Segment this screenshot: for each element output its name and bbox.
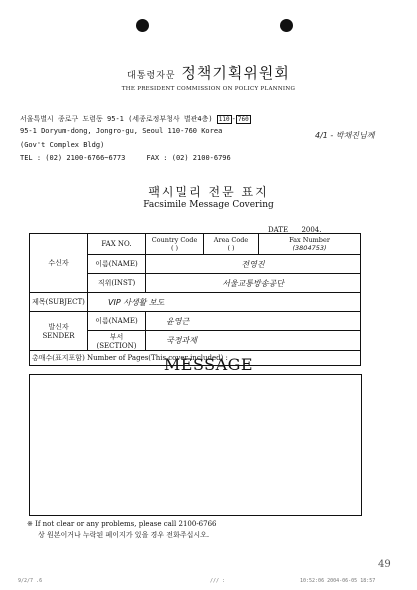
punch-hole-left <box>136 19 149 32</box>
contact-line <box>20 154 231 162</box>
message-title: MESSAGE <box>163 355 254 374</box>
sender-label-en: SENDER <box>42 332 75 341</box>
country-code-label: Country Code <box>151 236 198 245</box>
message-box <box>29 374 362 516</box>
area-code-cell <box>204 234 259 255</box>
fax-footer-right: 10:52:06 2004-06-05 18:57 <box>300 578 376 584</box>
date-label: DATE <box>268 226 289 234</box>
sender-name-label: 이름(NAME) <box>88 312 146 331</box>
postal-code-1: 110 <box>218 116 230 123</box>
fax-no-label: FAX NO. <box>88 234 146 255</box>
org-prefix: 대통령자문 <box>127 71 176 81</box>
address-building: (Gov't Complex Bldg) <box>20 141 105 149</box>
phone-number: TEL : (02) 2100-6766~6773 <box>20 154 126 162</box>
fax-footer-left: 9/2/7 .6 <box>18 578 43 584</box>
punch-hole-right <box>280 19 293 32</box>
cover-title-english: Facsimile Message Covering <box>143 200 274 210</box>
fax-number-label: Fax Number <box>289 236 330 245</box>
handwritten-note: 4/1 - 박채진님께 <box>315 131 375 140</box>
subject-value: VIP 사생활 보도 <box>88 293 361 312</box>
organization-name <box>0 62 417 83</box>
date-value: 2004. <box>301 226 322 234</box>
address-korean: 서울특별시 종로구 도렴동 95-1 (세종로정부청사 별관4층) 110 - 760 <box>20 115 249 123</box>
footer-note-english: ※ If not clear or any problems, please call 2100-6766 <box>27 520 217 528</box>
organization-english: THE PRESIDENT COMMISSION ON POLICY PLANNING <box>121 86 296 92</box>
recipient-label: 수신자 <box>30 234 88 293</box>
postal-code-2: 760 <box>237 116 249 123</box>
sender-label <box>30 312 88 351</box>
recipient-name-value: 전영진 <box>146 255 361 274</box>
recipient-inst-value: 서울교통방송공단 <box>146 274 361 293</box>
sender-name-value: 윤영근 <box>146 312 361 331</box>
inst-label: 직위(INST) <box>88 274 146 293</box>
area-code-value: ( ) <box>227 244 235 253</box>
page-number: 49 <box>378 559 391 570</box>
fax-footer-mid: /// : <box>210 578 226 584</box>
section-label: 부서(SECTION) <box>88 331 146 351</box>
area-code-label: Area Code <box>213 236 249 245</box>
subject-label: 제목(SUBJECT) <box>30 293 88 312</box>
cover-title-korean: 팩시밀리 전문 표지 <box>148 185 269 199</box>
org-title: 정책기획위원회 <box>181 64 290 82</box>
country-code-cell <box>146 234 204 255</box>
address-english: 95-1 Doryum-dong, Jongro-gu, Seoul 110-760 Korea <box>20 127 223 135</box>
section-value: 국정과제 <box>146 331 361 351</box>
country-code-value: ( ) <box>170 244 179 253</box>
fax-number-cell <box>259 234 361 255</box>
sender-label-ko: 발신자 <box>48 323 69 332</box>
name-label: 이름(NAME) <box>88 255 146 274</box>
fax-number-value: (3804753) <box>292 244 327 253</box>
cover-form <box>29 233 361 366</box>
pages-label: 총매수(표지포함) Number of Pages(This cover included) : <box>30 351 361 366</box>
fax-number: FAX : (02) 2100-6796 <box>146 154 231 162</box>
address-line-ko: 서울특별시 종로구 도렴동 95-1 (세종로정부청사 별관4층) <box>20 115 213 123</box>
footer-note-korean: 상 원본이거나 누락된 페이지가 있을 경우 전화주십시오. <box>38 531 210 539</box>
